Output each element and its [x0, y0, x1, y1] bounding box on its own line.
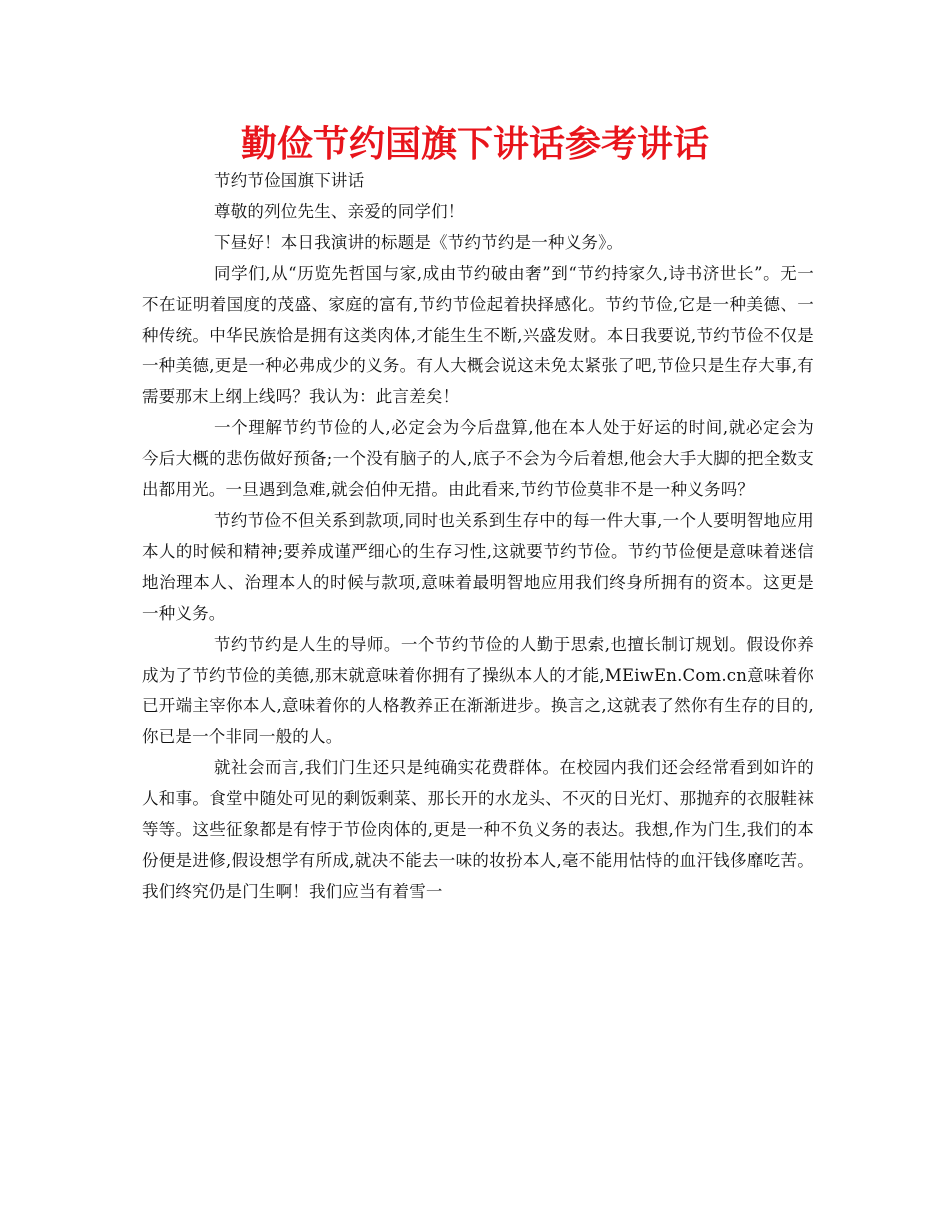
paragraph-3: 节约节俭不但关系到款项,同时也关系到生存中的每一件大事,一个人要明智地应用本人的时候和精神;要养成谨严细心的生存习性,这就要节约节俭。节约节俭便是意味着迷信地治理本人、治理本人的时候与款项,意味着最明智地应用我们终身所拥有的资本。这更是一种义务。: [142, 510, 814, 623]
paragraph-subtitle: 节约节俭国旗下讲话: [214, 171, 365, 190]
paragraph-greeting: 尊敬的列位先生、亲爱的同学们！: [214, 201, 465, 221]
paragraph-2: 一个理解节约节俭的人,必定会为今后盘算,他在本人处于好运的时间,就必定会为今后大概的悲伤做好预备;一个没有脑子的人,底子不会为今后着想,他会大手大脚的把全数支出都用光。一旦遇到急难,就会伯仲无措。由此看来,节约节俭莫非不是一种义务吗？: [142, 418, 814, 500]
paragraph-5: 就社会而言,我们门生还只是纯确实花费群体。在校园内我们还会经常看到如许的人和事。食堂中随处可见的剩饭剩菜、那长开的水龙头、不灭的日光灯、那抛弃的衣服鞋袜等等。这些征象都是有悖于节俭肉体的,更是一种不负义务的表达。我想,作为门生,我们的本份便是进修,假设想学有所成,就决不能去一味的妆扮本人,毫不能用怙恃的血汗钱侈靡吃苦。我们终究仍是门生啊！我们应当有着雪一: [142, 758, 814, 901]
paragraph-opening: 下昼好！本日我演讲的标题是《节约节约是一种义务》。: [214, 232, 624, 252]
document-body: [142, 166, 814, 908]
paragraph-4: 节约节约是人生的导师。一个节约节俭的人勤于思索,也擅长制订规划。假设你养成为了节约节俭的美德,那末就意味着你拥有了操纵本人的才能,MEiwEn.Com.cn意味着你已开端主宰你本人,意味着你的人格教养正在渐渐进步。换言之,这就表了然你有生存的目的,你已是一个非同一般的人。: [142, 634, 814, 747]
document-title: 勤俭节约国旗下讲话参考讲话: [240, 124, 709, 165]
paragraph-1: 同学们,从“历览先哲国与家,成由节约破由奢”到“节约持家久,诗书济世长”。无一不在证明着国度的茂盛、家庭的富有,节约节俭起着抉择感化。节约节俭,它是一种美德、一种传统。中华民族恰是拥有这类肉体,才能生生不断,兴盛发财。本日我要说,节约节俭不仅是一种美德,更是一种必弗成少的义务。有人大概会说这未免太紧张了吧,节俭只是生存大事,有需要那末上纲上线吗？我认为：此言差矣！: [142, 263, 814, 407]
